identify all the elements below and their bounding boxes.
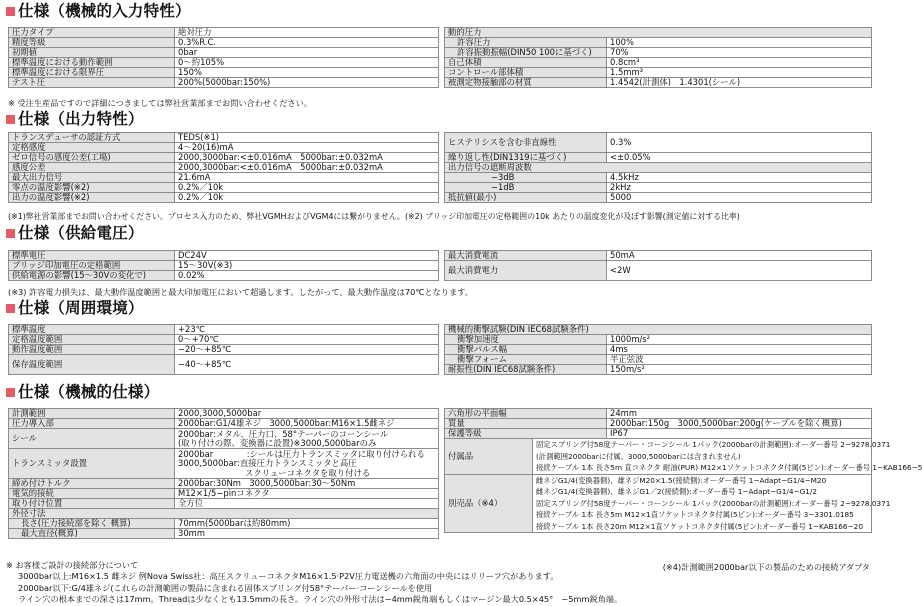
section-header-supply — [6, 224, 144, 243]
spec-label-cell: 衝撃パルス幅 — [445, 345, 607, 355]
section-header-environment — [6, 299, 144, 318]
spec-value-cell: −20〜+85℃ — [175, 345, 439, 355]
note-line: 3000bar以上:M16×1.5 雌ネジ 例Nova Swiss社：高圧スクリューコネクタM16×1.5·P2V圧力電送機の六角面の中央にはリリーフ穴があります。 — [18, 571, 559, 582]
spec-label-cell: 零点の温度影響(※2) — [9, 183, 175, 193]
spec-value-cell: 4〜20(16)mA — [175, 143, 439, 153]
spec-value-cell: 雌ネジG1/4(変換器側)、雄ネジG1／2(接続側):オーダー番号 1−Adapt−G1/4−G1/2 — [533, 486, 872, 498]
spec-value-cell: 2kHz — [607, 183, 872, 193]
spec-label-cell: シール — [9, 429, 175, 449]
spec-label-cell: 耐振性(DIN IEC68試験条件) — [445, 365, 607, 375]
table-row — [9, 499, 439, 509]
table-row — [445, 409, 872, 419]
spec-label-cell: 計測範囲 — [9, 409, 175, 419]
spec-value-cell: 2000bar :シールは圧力トランスミッタに取り付けられる — [175, 449, 439, 459]
spec-table-input-left — [8, 27, 439, 88]
spec-label-cell: 取り付け位置 — [9, 499, 175, 509]
table-row — [9, 133, 439, 143]
spec-table-supply-left — [8, 250, 439, 281]
spec-value-cell: 150m/s² — [607, 365, 872, 375]
spec-label-cell: 動作温度範囲 — [9, 345, 175, 355]
spec-value-cell: 100% — [607, 38, 872, 48]
spec-value-cell: 5000 — [607, 193, 872, 203]
footnote: (※3) 許容電力損失は、最大動作温度範囲と最大印加電圧において超過します。したがって、最大動作温度は70℃となります。 — [8, 287, 473, 297]
spec-label-cell: ヒステリシスを含む非直線性 — [445, 133, 607, 153]
table-row — [445, 193, 872, 203]
spec-value-cell: 絶対圧力 — [175, 28, 439, 38]
spec-label-cell: 保存温度範囲 — [9, 355, 175, 375]
table-row — [445, 251, 872, 261]
spec-value-cell: 150% — [175, 68, 439, 78]
table-row — [9, 28, 439, 38]
spec-value-cell: <2W — [607, 261, 872, 281]
table-row — [445, 355, 872, 365]
table-row — [9, 489, 439, 499]
table-row — [445, 163, 872, 173]
table-row — [445, 325, 872, 335]
spec-label-cell: −1dB — [445, 183, 607, 193]
table-row — [9, 153, 439, 163]
table-row — [9, 143, 439, 153]
spec-value-cell: −40〜+85℃ — [175, 355, 439, 375]
spec-value-cell: 21.6mA — [175, 173, 439, 183]
spec-value-cell: 1000m/s² — [607, 335, 872, 345]
spec-value-cell: IP67 — [607, 429, 872, 439]
table-row — [9, 335, 439, 345]
spec-value-cell: (計測範囲2000barに付属、3000,5000barには含まれません) — [533, 451, 872, 463]
table-row — [9, 251, 439, 261]
spec-label-cell: 六角形の平面幅 — [445, 409, 607, 419]
spec-value-cell: 50mA — [607, 251, 872, 261]
spec-table-output-left — [8, 132, 439, 203]
spec-label-cell: 標準温度における動作範囲 — [9, 58, 175, 68]
spec-label-cell: 締め付けトルク — [9, 479, 175, 489]
spec-value-cell: 24mm — [607, 409, 872, 419]
spec-value-cell: 0.3%R.C. — [175, 38, 439, 48]
spec-label-cell: 機械的衝撃試験(DIN IEC68試験条件) — [445, 325, 872, 335]
spec-value-cell: +23℃ — [175, 325, 439, 335]
table-row — [9, 271, 439, 281]
spec-value-cell: 接続ケーブル 1本 長さ20m M12×1直ソケットコネクタ付属(5ピン):オーダー番号 1−KAB166−20 — [533, 521, 872, 533]
table-row — [445, 439, 872, 451]
table-row — [9, 163, 439, 173]
table-row — [9, 449, 439, 459]
spec-value-cell: 0.2%／10k — [175, 193, 439, 203]
spec-table-mech-right — [444, 408, 922, 533]
spec-label-cell: 最大消費電力 — [445, 261, 607, 281]
spec-value-cell: 2000bar:150g 3000,5000bar:200g(ケーブルを除く概算) — [607, 419, 872, 429]
table-row — [445, 183, 872, 193]
spec-value-cell: 雌ネジG1/4(変換器側)、雄ネジM20×1.5(接続側):オーダー番号 1−Adapt−G1/4−M20 — [533, 474, 872, 486]
spec-label-cell: 供給電源の影響(15〜30Vの変化で) — [9, 271, 175, 281]
note-line: 2000bar以下:G/4雄ネジ(これらの計測範囲の製品に含まれる固体スプリング付58°テーパー·コーンシールを使用 — [18, 582, 433, 593]
spec-label-cell: ゼロ信号の感度公差(工場) — [9, 153, 175, 163]
spec-label-cell: −3dB — [445, 173, 607, 183]
footnote: ※ 受注生産品ですので詳細につきましては弊社営業部までお問い合わせください。 — [8, 98, 313, 108]
spec-label-cell: 定格温度範囲 — [9, 335, 175, 345]
spec-table-mech-left — [8, 408, 439, 539]
note-line: ※ お客様ご設計の接続部分について — [6, 560, 139, 570]
section-header-mechanical — [6, 383, 159, 402]
spec-value-cell: スクリューコネクタを取り付ける — [175, 469, 439, 479]
spec-label-cell: 被測定物接触部の材質 — [445, 78, 607, 88]
table-row — [445, 68, 872, 78]
section-title: 仕様（周囲環境） — [18, 298, 144, 317]
spec-label-cell: 自己体積 — [445, 58, 607, 68]
table-row — [445, 48, 872, 58]
footnote: (※1)弊社営業部までお問い合わせください。プロセス入力のため、弊社VGMHおよびVGM4には繋がりません。(※2) ブリッジ印加電圧の定格範囲の10k あたりの温度変化が及ぼす影響(測定値に対する比率) — [8, 212, 740, 221]
spec-value-cell: 4ms — [607, 345, 872, 355]
spec-label-cell: 圧力導入部 — [9, 419, 175, 429]
spec-label-cell: 初期値 — [9, 48, 175, 58]
spec-value-cell: 1.4542(計測体) 1.4301(シール) — [607, 78, 872, 88]
table-row — [445, 153, 872, 163]
spec-label-cell: 電気的接続 — [9, 489, 175, 499]
note-line: ライン穴の根本までの深さは17mm。Threadは少なくとも13.5mmの長さ。ライン穴の外形寸法は−4mm鋭角端もしくはマージン最大0.5×45° −5mm鋭角端。 — [18, 594, 623, 605]
spec-table-supply-right — [444, 250, 872, 281]
table-row — [445, 58, 872, 68]
footnote-adapter: (※4)計測範囲2000bar以下の製品のための接続アダプタ — [662, 562, 870, 572]
spec-value-cell: 0bar — [175, 48, 439, 58]
spec-value-cell: 全方位 — [175, 499, 439, 509]
spec-value-cell: 2000bar:G1/4雄ネジ 3000,5000bar:M16×1.5雌ネジ — [175, 419, 439, 429]
spec-value-cell: 70mm(5000barは約80mm) — [175, 519, 439, 529]
table-row — [9, 429, 439, 439]
spec-label-cell: 感度公差 — [9, 163, 175, 173]
spec-value-cell: DC24V — [175, 251, 439, 261]
table-row — [9, 193, 439, 203]
spec-value-cell: 2000bar:メタル、圧力口、58°テーパーのコーンシール — [175, 429, 439, 439]
spec-value-cell: (取り付けの際、変換器に設置)※3000,5000barのみ — [175, 439, 439, 449]
spec-value-cell: 2000,3000,5000bar — [175, 409, 439, 419]
spec-value-cell: 2000,3000bar:<±0.016mA 5000bar:±0.032mA — [175, 153, 439, 163]
spec-label-cell: 付属品 — [445, 439, 533, 475]
spec-value-cell: 1.5mm³ — [607, 68, 872, 78]
table-row — [9, 261, 439, 271]
spec-value-cell: M12×1/5−pinコネクタ — [175, 489, 439, 499]
spec-label-cell: 繰り返し性(DIN1319に基づく) — [445, 153, 607, 163]
spec-value-cell: 0〜約105% — [175, 58, 439, 68]
spec-label-cell: ブリッジ印加電圧の定格範囲 — [9, 261, 175, 271]
table-row — [445, 429, 872, 439]
table-row — [445, 335, 872, 345]
spec-label-cell: 動的圧力 — [445, 28, 872, 38]
spec-label-cell: 保護等級 — [445, 429, 607, 439]
table-row — [445, 345, 872, 355]
design-notes — [6, 560, 622, 606]
table-row — [9, 419, 439, 429]
section-square-icon — [6, 229, 15, 238]
spec-label-cell: 抵抗値(最小) — [445, 193, 607, 203]
spec-label-cell: 外径寸法 — [9, 509, 439, 519]
spec-label-cell: 標準温度における限界圧 — [9, 68, 175, 78]
spec-label-cell: 最大出力信号 — [9, 173, 175, 183]
section-title: 仕様（供給電圧） — [18, 223, 144, 242]
spec-value-cell: 2000,3000bar:<±0.016mA 5000bar:±0.032mA — [175, 163, 439, 173]
section-square-icon — [6, 7, 15, 16]
table-row — [9, 355, 439, 375]
spec-table-input-right — [444, 27, 872, 88]
spec-label-cell: 長さ(圧力接続部を除く 概算) — [9, 519, 175, 529]
table-row — [445, 474, 872, 486]
table-row — [9, 509, 439, 519]
spec-value-cell: <±0.05% — [607, 153, 872, 163]
section-title: 仕様（出力特性） — [18, 109, 144, 128]
table-row — [9, 325, 439, 335]
spec-value-cell: 固定スプリング付58度テーパー・コーンシール 1パック(2000barの計測範囲):オーダー番号 2−9278.0371 — [533, 498, 872, 510]
table-row — [9, 529, 439, 539]
table-row — [9, 48, 439, 58]
spec-label-cell: 最大消費電流 — [445, 251, 607, 261]
spec-value-cell: 0.02% — [175, 271, 439, 281]
spec-value-cell: 15〜30V(※3) — [175, 261, 439, 271]
section-square-icon — [6, 115, 15, 124]
spec-value-cell: 半正弦波 — [607, 355, 872, 365]
spec-label-cell: 標準温度 — [9, 325, 175, 335]
spec-value-cell: 0.8cm³ — [607, 58, 872, 68]
spec-label-cell: 出力の温度影響(※2) — [9, 193, 175, 203]
section-square-icon — [6, 388, 15, 397]
spec-value-cell: 3000,5000bar:直接圧力トランスミッタと高圧 — [175, 459, 439, 469]
spec-value-cell: 4.5kHz — [607, 173, 872, 183]
spec-value-cell: 0〜+70℃ — [175, 335, 439, 345]
spec-label-cell: 質量 — [445, 419, 607, 429]
table-row — [9, 68, 439, 78]
table-row — [9, 173, 439, 183]
spec-value-cell: 接続ケーブル 1本 長さ5m 直コネクタ 耐油(PUR) M12×1ソケットコネクタ付属(5ピン):オーダー番号 1−KAB166−5 — [533, 462, 872, 474]
spec-label-cell: 許容振動振幅(DIN50 100に基づく) — [445, 48, 607, 58]
spec-value-cell: 0.2%／10k — [175, 183, 439, 193]
spec-value-cell: 30mm — [175, 529, 439, 539]
spec-label-cell: 標準電圧 — [9, 251, 175, 261]
spec-label-cell: トランスミッタ設置 — [9, 449, 175, 479]
spec-value-cell: 70% — [607, 48, 872, 58]
spec-label-cell: 衝撃加速度 — [445, 335, 607, 345]
table-row — [445, 28, 872, 38]
section-square-icon — [6, 304, 15, 313]
spec-label-cell: 定格感度 — [9, 143, 175, 153]
spec-table-output-right — [444, 132, 872, 203]
table-row — [9, 183, 439, 193]
spec-label-cell: 衝撃フォーム — [445, 355, 607, 365]
spec-label-cell: テスト圧 — [9, 78, 175, 88]
table-row — [9, 409, 439, 419]
section-title: 仕様（機械的仕様） — [18, 382, 160, 401]
section-header-mechanical-input — [6, 2, 191, 21]
spec-value-cell: 固定スプリング付58度テーパー・コーンシール 1パック(2000barの計測範囲):オーダー番号 2−9278.0371 — [533, 439, 872, 451]
table-row — [445, 38, 872, 48]
spec-label-cell: 最大直径(概算) — [9, 529, 175, 539]
section-header-output — [6, 110, 144, 129]
table-row — [9, 479, 439, 489]
spec-value-cell: 200%(5000bar:150%) — [175, 78, 439, 88]
spec-label-cell: 許容圧力 — [445, 38, 607, 48]
table-row — [445, 133, 872, 153]
table-row — [445, 261, 872, 281]
spec-table-env-right — [444, 324, 872, 375]
spec-value-cell: 接続ケーブル 1本 長さ5m M12×1直ソケットコネクタ付属(5ピン):オーダー番号 3−3301.0185 — [533, 509, 872, 521]
spec-label-cell: 別売品（※4） — [445, 474, 533, 533]
table-row — [9, 345, 439, 355]
table-row — [9, 38, 439, 48]
spec-table-env-left — [8, 324, 439, 375]
spec-label-cell: コントロール部体積 — [445, 68, 607, 78]
spec-label-cell: 精度等級 — [9, 38, 175, 48]
section-title: 仕様（機械的入力特性） — [18, 1, 191, 20]
table-row — [445, 173, 872, 183]
spec-value-cell: TEDS(※1) — [175, 133, 439, 143]
table-row — [445, 365, 872, 375]
spec-label-cell: 出力信号の遮断周波数 — [445, 163, 872, 173]
table-row — [445, 78, 872, 88]
spec-value-cell: 2000bar:30Nm 3000,5000bar:30〜50Nm — [175, 479, 439, 489]
spec-label-cell: 圧力タイプ — [9, 28, 175, 38]
spec-label-cell: トランスデューサの認証方式 — [9, 133, 175, 143]
table-row — [445, 419, 872, 429]
spec-value-cell: 0.3% — [607, 133, 872, 153]
table-row — [9, 58, 439, 68]
table-row — [9, 78, 439, 88]
table-row — [9, 519, 439, 529]
